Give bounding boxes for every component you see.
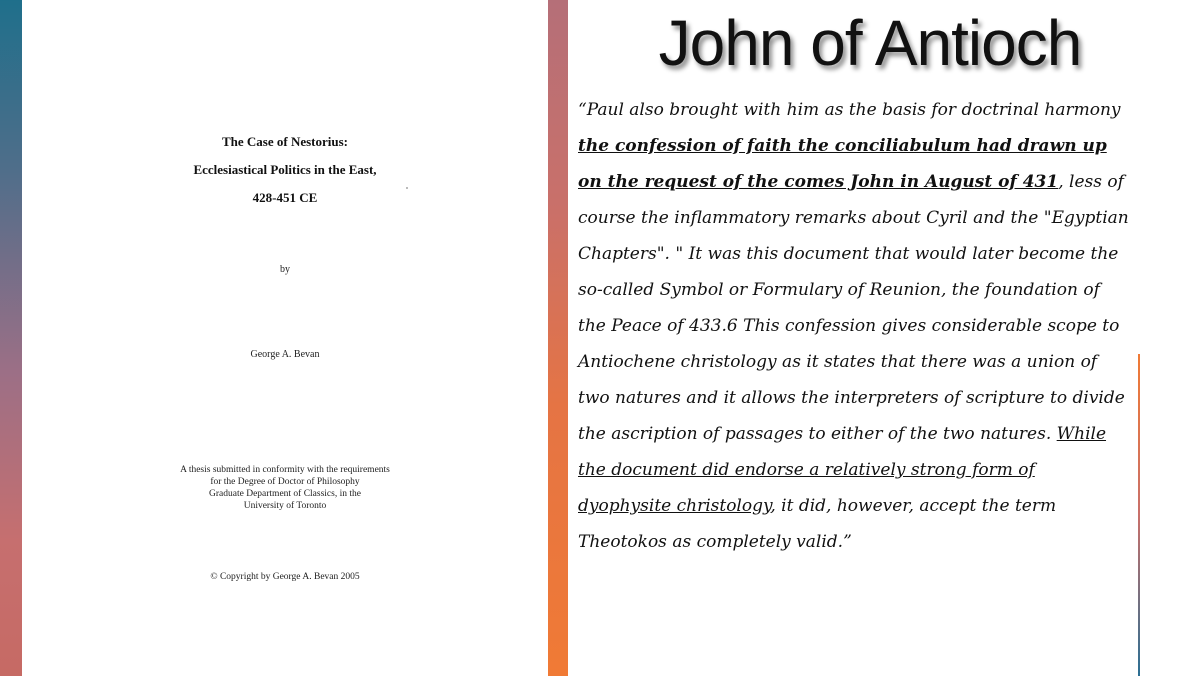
accent-line bbox=[1138, 354, 1140, 676]
slide-panel bbox=[568, 0, 1200, 676]
quote-emphasis-bold: the confession of faith the conciliabulum had drawn up on the request of the comes John in August of 431 bbox=[578, 136, 1107, 192]
thesis-copyright: © Copyright by George A. Bevan 2005 bbox=[210, 572, 360, 582]
slide-title: John of Antioch bbox=[658, 7, 1082, 79]
middle-decorative-bar bbox=[548, 0, 568, 676]
quote-part-2: , less of course the inflammatory remarks about Cyril and the "Egyptian Chapters". " It was this document that would later become the so-called Symbol or Formulary of Reunion, the foundation of the Peace of 433.6 This confession gives considerable scope to Antiochene christology as it states that there was a union of two natures and it allows the interpreters of scripture to divide the ascription of passages to either of the two natures. bbox=[578, 172, 1129, 444]
thesis-statement-line-2: for the Degree of Doctor of Philosophy bbox=[210, 477, 360, 487]
quote-text bbox=[578, 92, 1133, 560]
thesis-statement bbox=[22, 464, 548, 512]
quote-part-3: , it did, however, accept the term Theotokos as completely valid.” bbox=[578, 496, 1057, 552]
quote-emphasis-underline: While the document did endorse a relatively strong form of dyophysite christology bbox=[578, 424, 1107, 516]
thesis-by: by bbox=[280, 264, 290, 275]
thesis-title bbox=[22, 128, 548, 212]
thesis-title-line-1: The Case of Nestorius: bbox=[221, 134, 348, 149]
thesis-title-page bbox=[22, 0, 548, 676]
thesis-statement-line-3: Graduate Department of Classics, in the bbox=[209, 489, 361, 499]
left-decorative-bar bbox=[0, 0, 22, 676]
thesis-statement-line-1: A thesis submitted in conformity with the requirements bbox=[180, 465, 390, 475]
quote-part-1: “Paul also brought with him as the basis for doctrinal harmony bbox=[578, 100, 1121, 120]
thesis-statement-line-4: University of Toronto bbox=[243, 501, 327, 511]
scan-speck bbox=[406, 187, 408, 189]
thesis-title-line-3: 428-451 CE bbox=[252, 190, 318, 205]
thesis-author: George A. Bevan bbox=[250, 349, 320, 360]
thesis-title-line-2: Ecclesiastical Politics in the East, bbox=[193, 162, 377, 177]
